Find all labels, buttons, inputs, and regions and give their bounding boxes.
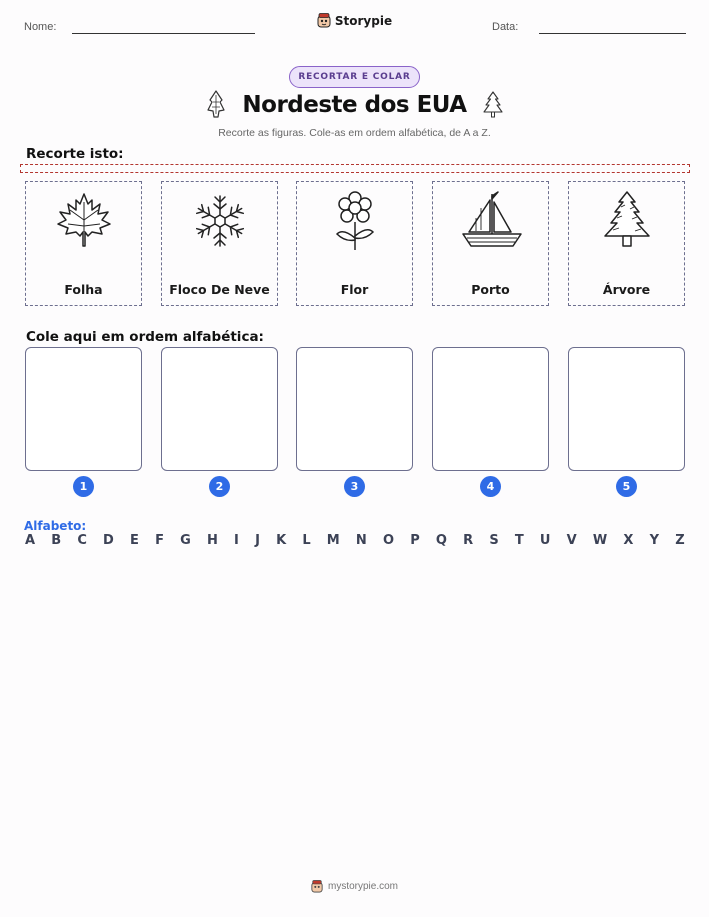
alphabet-letter: P — [410, 533, 420, 548]
alphabet-letter: I — [234, 533, 239, 548]
card-label: Árvore — [602, 282, 651, 297]
alphabet-title: Alfabeto: — [24, 519, 87, 533]
pine-tree-icon — [597, 190, 657, 252]
storypie-mascot-icon — [311, 880, 323, 893]
alphabet-letter: M — [326, 533, 340, 548]
alphabet-letter: Z — [675, 533, 685, 548]
cut-card-arvore[interactable] — [568, 181, 685, 306]
alphabet-letter: H — [206, 533, 218, 548]
card-label: Porto — [471, 282, 510, 297]
number-badge-2: 2 — [209, 476, 230, 497]
paste-box-3[interactable] — [296, 347, 413, 471]
cut-card-porto[interactable] — [432, 181, 549, 306]
storypie-mascot-icon — [317, 13, 331, 28]
card-label: Folha — [64, 282, 103, 297]
date-label: Data: — [492, 21, 519, 33]
activity-badge: RECORTAR E COLAR — [289, 66, 420, 88]
page-title: Nordeste dos EUA — [242, 92, 467, 118]
card-label: Flor — [340, 282, 369, 297]
flower-icon — [325, 190, 385, 252]
sailboat-icon — [461, 190, 523, 252]
brand-name: Storypie — [334, 13, 393, 28]
paste-section-title: Cole aqui em ordem alfabética: — [26, 329, 264, 345]
alphabet-letter: G — [180, 533, 191, 548]
alphabet-letter: A — [25, 533, 36, 548]
alphabet-letter: F — [155, 533, 164, 548]
name-label: Nome: — [24, 21, 57, 33]
name-line[interactable] — [72, 33, 255, 34]
footer-url[interactable]: mystorypie.com — [327, 881, 398, 892]
alphabet-letter: J — [255, 533, 260, 548]
storypie-logo — [0, 13, 709, 28]
paste-box-4[interactable] — [432, 347, 549, 471]
alphabet-letter: K — [276, 533, 287, 548]
number-badge-4: 4 — [480, 476, 501, 497]
alphabet-letter: R — [463, 533, 474, 548]
alphabet-letter: S — [489, 533, 499, 548]
instructions-text: Recorte as figuras. Cole-as em ordem alfabética, de A a Z. — [218, 127, 491, 139]
cut-section-title: Recorte isto: — [26, 146, 124, 162]
cut-line — [20, 164, 690, 173]
alphabet-letter: Y — [649, 533, 660, 548]
alphabet-letter: B — [51, 533, 62, 548]
pine-tree-title-icon — [481, 90, 505, 120]
cut-card-folha[interactable] — [25, 181, 142, 306]
maple-leaf-icon — [54, 190, 114, 252]
alphabet-letter: W — [592, 533, 608, 548]
alphabet-letter: L — [302, 533, 311, 548]
number-badge-3: 3 — [344, 476, 365, 497]
paste-box-5[interactable] — [568, 347, 685, 471]
card-label: Floco De Neve — [169, 282, 270, 297]
date-line[interactable] — [539, 33, 686, 34]
alphabet-letter: Q — [435, 533, 447, 548]
snowflake-icon — [190, 190, 250, 252]
alphabet-letter: E — [130, 533, 139, 548]
paste-box-1[interactable] — [25, 347, 142, 471]
alphabet-row — [25, 533, 685, 548]
cut-card-flor[interactable] — [296, 181, 413, 306]
paste-box-2[interactable] — [161, 347, 278, 471]
alphabet-letter: O — [382, 533, 395, 548]
alphabet-letter: C — [77, 533, 87, 548]
alphabet-letter: N — [355, 533, 367, 548]
footer — [0, 880, 709, 893]
alphabet-letter: X — [623, 533, 634, 548]
number-badge-1: 1 — [73, 476, 94, 497]
alphabet-letter: T — [514, 533, 524, 548]
alphabet-letter: U — [539, 533, 551, 548]
alphabet-letter: D — [103, 533, 114, 548]
alphabet-letter: V — [566, 533, 577, 548]
cut-card-floco-de-neve[interactable] — [161, 181, 278, 306]
number-badge-5: 5 — [616, 476, 637, 497]
